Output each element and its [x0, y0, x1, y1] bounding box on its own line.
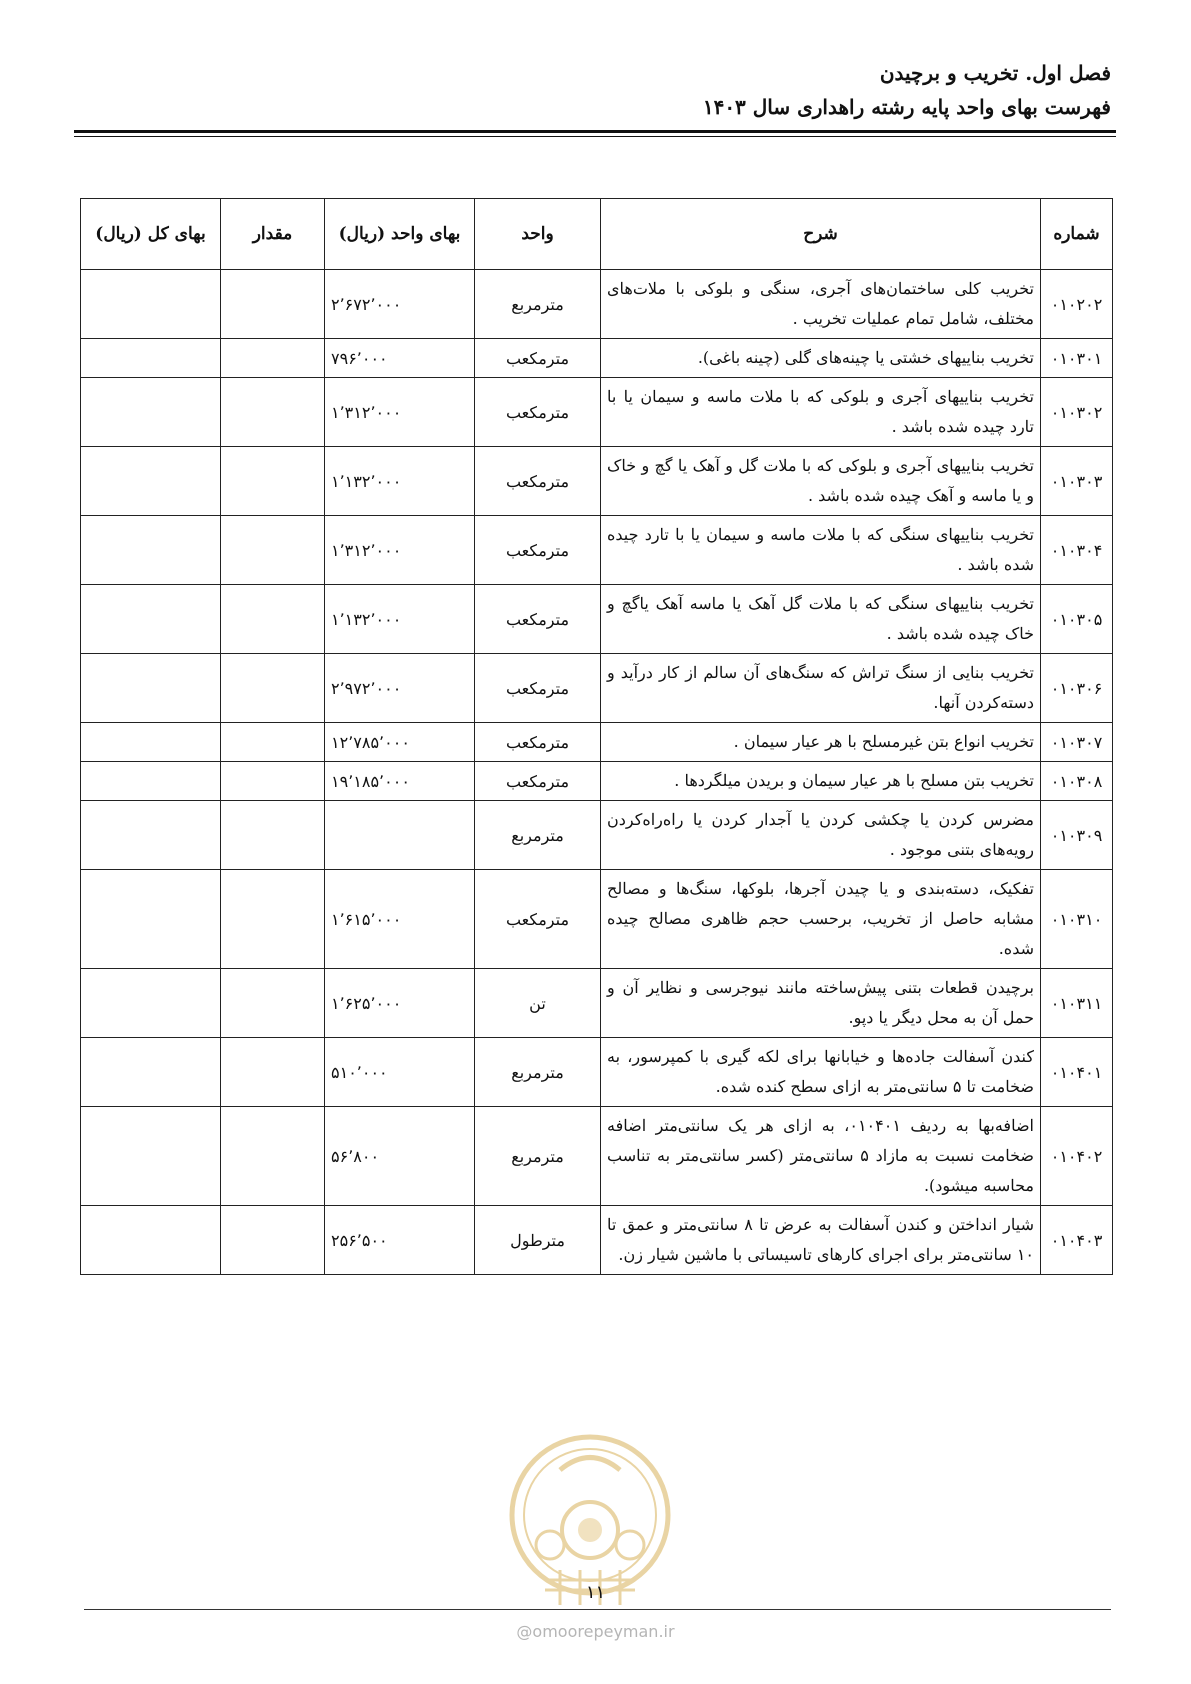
- item-total-price: [81, 870, 221, 969]
- column-header-description: شرح: [601, 199, 1041, 270]
- table-row: [81, 723, 1113, 762]
- item-quantity: [221, 516, 325, 585]
- item-description: شیار انداختن و کندن آسفالت به عرض تا ۸ سانتی‌متر و عمق تا ۱۰ سانتی‌متر برای اجرای کارهای تاسیساتی با ماشین شیار زن.: [601, 1206, 1041, 1275]
- item-unit: مترمکعب: [475, 723, 601, 762]
- item-total-price: [81, 1206, 221, 1275]
- table-row: [81, 801, 1113, 870]
- item-description: مضرس کردن یا چکشی کردن یا آجدار کردن یا راه‌راه‌کردن رویه‌های بتنی موجود .: [601, 801, 1041, 870]
- table-row: [81, 1107, 1113, 1206]
- item-unit-price: [325, 801, 475, 870]
- item-quantity: [221, 447, 325, 516]
- item-unit: مترمکعب: [475, 870, 601, 969]
- table-header-row: [81, 199, 1113, 270]
- item-code: ۰۱۰۳۰۸: [1041, 762, 1113, 801]
- header-divider-thin: [74, 136, 1116, 137]
- item-quantity: [221, 1206, 325, 1275]
- item-description: تخریب بناییهای سنگی که با ملات گل آهک یا ماسه آهک یاگچ و خاک چیده شده باشد .: [601, 585, 1041, 654]
- item-unit-price: ۲٬۶۷۲٬۰۰۰: [325, 270, 475, 339]
- item-total-price: [81, 723, 221, 762]
- item-unit: مترمکعب: [475, 339, 601, 378]
- item-total-price: [81, 516, 221, 585]
- table-row: [81, 270, 1113, 339]
- item-total-price: [81, 585, 221, 654]
- table-body: [81, 270, 1113, 1275]
- item-unit: مترمکعب: [475, 762, 601, 801]
- item-unit: مترمکعب: [475, 516, 601, 585]
- item-quantity: [221, 1038, 325, 1107]
- table-row: [81, 969, 1113, 1038]
- item-unit-price: ۲٬۹۷۲٬۰۰۰: [325, 654, 475, 723]
- item-code: ۰۱۰۳۰۷: [1041, 723, 1113, 762]
- item-total-price: [81, 447, 221, 516]
- item-code: ۰۱۰۴۰۳: [1041, 1206, 1113, 1275]
- item-quantity: [221, 339, 325, 378]
- item-code: ۰۱۰۴۰۲: [1041, 1107, 1113, 1206]
- item-total-price: [81, 1038, 221, 1107]
- item-description: تخریب انواع بتن غیرمسلح با هر عیار سیمان .: [601, 723, 1041, 762]
- item-unit-price: ۵۶٬۸۰۰: [325, 1107, 475, 1206]
- item-unit: تن: [475, 969, 601, 1038]
- item-code: ۰۱۰۲۰۲: [1041, 270, 1113, 339]
- item-description: تخریب بناییهای آجری و بلوکی که با ملات ماسه و سیمان یا با تارد چیده شده باشد .: [601, 378, 1041, 447]
- item-unit-price: ۱٬۶۱۵٬۰۰۰: [325, 870, 475, 969]
- item-description: تفکیک، دسته‌بندی و یا چیدن آجرها، بلوکها، سنگ‌ها و مصالح مشابه حاصل از تخریب، برحسب حجم ظاهری مصالح چیده شده.: [601, 870, 1041, 969]
- item-total-price: [81, 1107, 221, 1206]
- item-unit-price: ۵۱۰٬۰۰۰: [325, 1038, 475, 1107]
- column-header-unit-price: بهای واحد (ریال): [325, 199, 475, 270]
- item-total-price: [81, 270, 221, 339]
- column-header-code: شماره: [1041, 199, 1113, 270]
- item-code: ۰۱۰۳۱۰: [1041, 870, 1113, 969]
- column-header-unit: واحد: [475, 199, 601, 270]
- item-unit-price: ۱۲٬۷۸۵٬۰۰۰: [325, 723, 475, 762]
- item-unit-price: ۷۹۶٬۰۰۰: [325, 339, 475, 378]
- item-quantity: [221, 870, 325, 969]
- item-total-price: [81, 378, 221, 447]
- item-unit: مترطول: [475, 1206, 601, 1275]
- header-divider: [74, 130, 1116, 133]
- item-description: تخریب بنایی از سنگ تراش که سنگ‌های آن سالم از کار درآید و دسته‌کردن آنها.: [601, 654, 1041, 723]
- item-quantity: [221, 585, 325, 654]
- item-description: تخریب بناییهای خشتی یا چینه‌های گلی (چینه باغی).: [601, 339, 1041, 378]
- table-row: [81, 762, 1113, 801]
- page-number: ۱۱: [585, 1582, 606, 1603]
- item-total-price: [81, 969, 221, 1038]
- table-row: [81, 516, 1113, 585]
- table-row: [81, 378, 1113, 447]
- item-description: تخریب بناییهای آجری و بلوکی که با ملات گل و آهک یا گچ و خاک و یا ماسه و آهک چیده شده باشد .: [601, 447, 1041, 516]
- item-quantity: [221, 654, 325, 723]
- website-watermark: @omoorepeyman.ir: [516, 1622, 675, 1641]
- footer-divider: [84, 1609, 1111, 1610]
- item-code: ۰۱۰۳۱۱: [1041, 969, 1113, 1038]
- item-unit-price: ۲۵۶٬۵۰۰: [325, 1206, 475, 1275]
- table-row: [81, 1206, 1113, 1275]
- item-description: اضافه‌بها به ردیف ۰۱۰۴۰۱، به ازای هر یک سانتی‌متر اضافه ضخامت نسبت به مازاد ۵ سانتی‌متر (کسر سانتی‌متر به تناسب محاسبه میشود).: [601, 1107, 1041, 1206]
- item-unit: مترمربع: [475, 1107, 601, 1206]
- column-header-quantity: مقدار: [221, 199, 325, 270]
- item-code: ۰۱۰۳۰۳: [1041, 447, 1113, 516]
- item-unit-price: ۱۹٬۱۸۵٬۰۰۰: [325, 762, 475, 801]
- item-quantity: [221, 723, 325, 762]
- table-row: [81, 1038, 1113, 1107]
- table-row: [81, 654, 1113, 723]
- item-code: ۰۱۰۳۰۱: [1041, 339, 1113, 378]
- item-quantity: [221, 378, 325, 447]
- table-row: [81, 339, 1113, 378]
- item-unit: مترمربع: [475, 801, 601, 870]
- item-description: برچیدن قطعات بتنی پیش‌ساخته مانند نیوجرسی و نظایر آن و حمل آن به محل دیگر یا دپو.: [601, 969, 1041, 1038]
- item-code: ۰۱۰۳۰۴: [1041, 516, 1113, 585]
- item-unit: مترمکعب: [475, 654, 601, 723]
- item-code: ۰۱۰۴۰۱: [1041, 1038, 1113, 1107]
- item-total-price: [81, 762, 221, 801]
- item-unit-price: ۱٬۶۲۵٬۰۰۰: [325, 969, 475, 1038]
- item-code: ۰۱۰۳۰۵: [1041, 585, 1113, 654]
- item-total-price: [81, 654, 221, 723]
- item-description: کندن آسفالت جاده‌ها و خیابانها برای لکه گیری با کمپرسور، به ضخامت تا ۵ سانتی‌متر به ازای سطح کنده شده.: [601, 1038, 1041, 1107]
- item-unit-price: ۱٬۳۱۲٬۰۰۰: [325, 516, 475, 585]
- item-unit: مترمربع: [475, 1038, 601, 1107]
- item-total-price: [81, 339, 221, 378]
- item-unit: مترمکعب: [475, 378, 601, 447]
- item-quantity: [221, 1107, 325, 1206]
- item-unit: مترمکعب: [475, 447, 601, 516]
- item-unit: مترمربع: [475, 270, 601, 339]
- chapter-title: فصل اول. تخریب و برچیدن: [879, 61, 1111, 85]
- document-title: فهرست بهای واحد پایه رشته راهداری سال ۱۴۰۳: [702, 95, 1111, 119]
- table-row: [81, 585, 1113, 654]
- item-unit-price: ۱٬۱۳۲٬۰۰۰: [325, 447, 475, 516]
- page-header: [76, 56, 1111, 124]
- item-unit-price: ۱٬۳۱۲٬۰۰۰: [325, 378, 475, 447]
- column-header-total-price: بهای کل (ریال): [81, 199, 221, 270]
- item-description: تخریب کلی ساختمان‌های آجری، سنگی و بلوکی با ملات‌های مختلف، شامل تمام عملیات تخریب .: [601, 270, 1041, 339]
- item-code: ۰۱۰۳۰۲: [1041, 378, 1113, 447]
- item-unit: مترمکعب: [475, 585, 601, 654]
- item-code: ۰۱۰۳۰۶: [1041, 654, 1113, 723]
- table-row: [81, 447, 1113, 516]
- table-row: [81, 870, 1113, 969]
- item-unit-price: ۱٬۱۳۲٬۰۰۰: [325, 585, 475, 654]
- price-table: [80, 198, 1113, 1275]
- item-description: تخریب بتن مسلح با هر عیار سیمان و بریدن میلگردها .: [601, 762, 1041, 801]
- item-total-price: [81, 801, 221, 870]
- item-quantity: [221, 762, 325, 801]
- item-code: ۰۱۰۳۰۹: [1041, 801, 1113, 870]
- item-description: تخریب بناییهای سنگی که با ملات ماسه و سیمان یا با تارد چیده شده باشد .: [601, 516, 1041, 585]
- item-quantity: [221, 969, 325, 1038]
- item-quantity: [221, 801, 325, 870]
- item-quantity: [221, 270, 325, 339]
